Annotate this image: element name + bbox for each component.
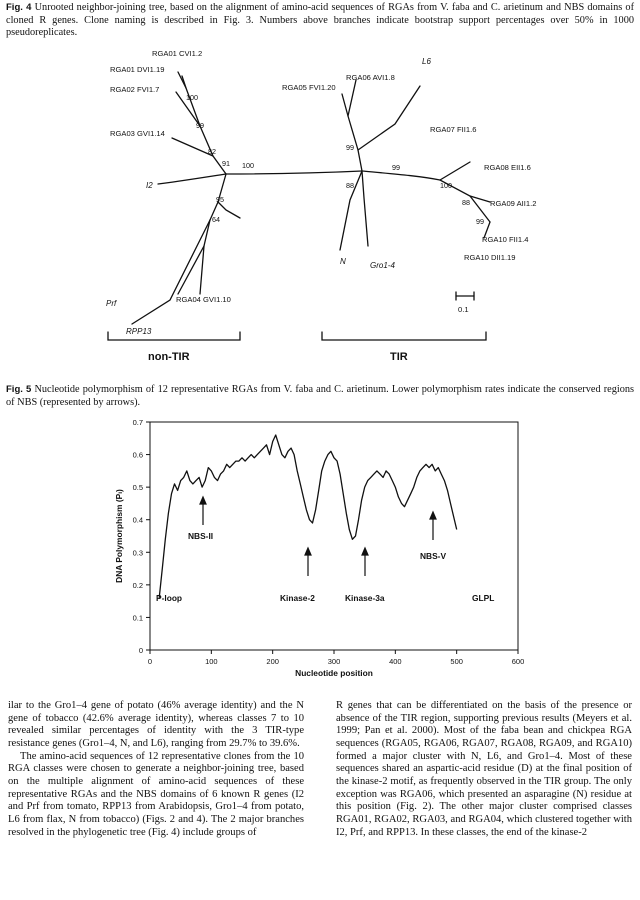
fig4-caption-text: Unrooted neighbor-joining tree, based on the alignment of amino-acid sequences of RGAs from V. faba and C. arietinum and NBS domains of cloned R genes. Clone naming is described in Fig. 3. Numbers above branches indicate bootstrap support percentages over 50% in 1000 pseudoreplicates. (6, 2, 635, 39)
leaf-l6: L6 (422, 57, 431, 66)
bootstrap-82: 82 (208, 147, 216, 156)
bootstrap-100-rga08: 100 (440, 181, 452, 190)
leaf-rga05: RGA05 FVI1.20 (282, 83, 336, 92)
bootstrap-88-center: 88 (346, 181, 354, 190)
x-axis-label: Nucleotide position (295, 668, 373, 678)
y-axis-label: DNA Polymorphism (Pₗ) (114, 489, 124, 583)
body-right-column (336, 700, 632, 839)
fig4-caption (6, 2, 634, 40)
phylogenetic-tree (0, 50, 640, 380)
x-tick-label: 0 (147, 657, 153, 666)
bootstrap-64: 64 (212, 215, 220, 224)
bootstrap-91: 91 (222, 159, 230, 168)
leaf-rga01-dvi: RGA01 DVI1.19 (110, 65, 165, 74)
group-label-non-tir: non-TIR (148, 351, 190, 363)
y-tick-label: 0.7 (132, 418, 143, 427)
annotation-glpl: GLPL (472, 593, 495, 603)
bootstrap-100-rga01: 100 (186, 93, 198, 102)
fig4-label: Fig. 4 (6, 2, 32, 13)
x-tick-label: 200 (266, 657, 279, 666)
leaf-rga08: RGA08 EII1.6 (484, 163, 531, 172)
bootstrap-95: 95 (216, 195, 224, 204)
annotation-nbs-v: NBS-V (420, 551, 447, 561)
leaf-rga10-fii: RGA10 FII1.4 (482, 235, 529, 244)
y-tick-label: 0 (138, 646, 143, 655)
group-label-tir: TIR (390, 351, 408, 363)
leaf-rpp13: RPP13 (126, 327, 152, 336)
leaf-rga10-dii: RGA10 DII1.19 (464, 253, 516, 262)
leaf-rga01-cvi: RGA01 CVI1.2 (152, 50, 203, 58)
leaf-i2: I2 (146, 181, 153, 190)
x-tick-label: 100 (205, 657, 218, 666)
fig5-caption-text: Nucleotide polymorphism of 12 representative RGAs from V. faba and C. arietinum. Lower polymorphism rates indicate the conserved regions of NBS (represented by arrows). (6, 384, 635, 408)
y-tick-label: 0.5 (132, 483, 143, 493)
leaf-rga04: RGA04 GVI1.10 (176, 295, 231, 304)
annotation-p-loop: P-loop (156, 593, 183, 603)
x-axis-ticks (148, 650, 524, 666)
bootstrap-88-rga09: 88 (462, 198, 470, 207)
scale-bar-label: 0.1 (458, 305, 469, 314)
leaf-prf: Prf (106, 299, 117, 308)
bootstrap-99-rga07: 99 (392, 163, 400, 172)
leaf-rga09: RGA09 AII1.2 (490, 199, 537, 208)
y-tick-label: 0.1 (132, 613, 143, 623)
x-tick-label: 600 (511, 657, 525, 666)
arrow-kinase-2-head (305, 548, 311, 555)
leaf-gro1-4: Gro1-4 (370, 261, 395, 270)
y-tick-label: 0.6 (132, 450, 143, 460)
y-tick-label: 0.4 (132, 515, 143, 525)
arrow-nbs-ii-head (200, 497, 206, 504)
body-paragraph: R genes that can be differentiated on the basis of the presence or absence of the TIR region, supporting previous results (Meyers et al. 1999; Pan et al. 2000). Most of the faba bean and chickpea RGA sequences (RGA05, RGA06, RGA07, RGA08, RGA09, and RGA10) formed a major cluster with N, L6, and Gro1–4. Most of these sequences shared an aspartic-acid residue (D) at the final position of the kinase-2 motif, as frequently observed in the TIR group. The only exception was RGA06, which presented an asparagine (N) residue at this position (Fig. 2). The other major cluster comprised classes RGA01, RGA02, RGA03, and RGA04, which clustered together with I2, Prf, and RPP13. In these classes, the end of the kinase-2 (336, 700, 632, 838)
polymorphism-chart (0, 410, 640, 690)
leaf-rga07: RGA07 FII1.6 (430, 125, 477, 134)
x-tick-label: 500 (450, 657, 463, 666)
arrow-kinase-3a-head (362, 548, 368, 555)
bootstrap-100-center: 100 (242, 161, 254, 170)
body-paragraph: ilar to the Gro1–4 gene of potato (46% average identity) and the N gene of tobacco (42.6% average identity), whereas classes 7 to 10 revealed similar percentages of identity with the 3 TIR-type resistance genes (Gro1–4, N, and L6), ranging from 29.7% to 39.6%. (8, 700, 304, 749)
annotation-kinase-2: Kinase-2 (280, 593, 315, 603)
leaf-rga03: RGA03 GVI1.14 (110, 129, 165, 138)
annotation-kinase-3a: Kinase-3a (345, 593, 385, 603)
x-tick-label: 400 (389, 657, 402, 666)
y-axis-ticks (133, 418, 150, 655)
bootstrap-99-rga05: 99 (346, 143, 354, 152)
body-paragraph: The amino-acid sequences of 12 representative clones from the 10 RGA classes were chosen to generate a neighbor-joining tree, based on the multiple alignment of amino-acid sequences of these representative RGAs and the NBS domains of 6 known R genes (I2 and Prf from tomato, RPP13 from Arabidopsis, Gro1–4 from potato, L6 from flax, N from tobacco) (Figs. 2 and 4). The 2 major branches resolved in the phylogenetic tree (Fig. 4) include groups of (8, 750, 304, 838)
leaf-rga06: RGA06 AVI1.8 (346, 73, 395, 82)
leaf-n: N (340, 257, 346, 266)
leaf-rga02: RGA02 FVI1.7 (110, 85, 160, 94)
arrow-nbs-v-head (430, 512, 436, 519)
fig5-label: Fig. 5 (6, 384, 32, 395)
x-tick-label: 300 (327, 657, 341, 666)
annotation-nbs-ii: NBS-II (188, 531, 214, 541)
body-left-column (8, 700, 304, 839)
y-tick-label: 0.2 (132, 580, 143, 590)
bootstrap-99-rga10: 99 (476, 217, 484, 226)
y-tick-label: 0.3 (132, 548, 143, 558)
fig5-caption (6, 384, 634, 409)
bootstrap-99-rga03: 99 (196, 121, 204, 130)
